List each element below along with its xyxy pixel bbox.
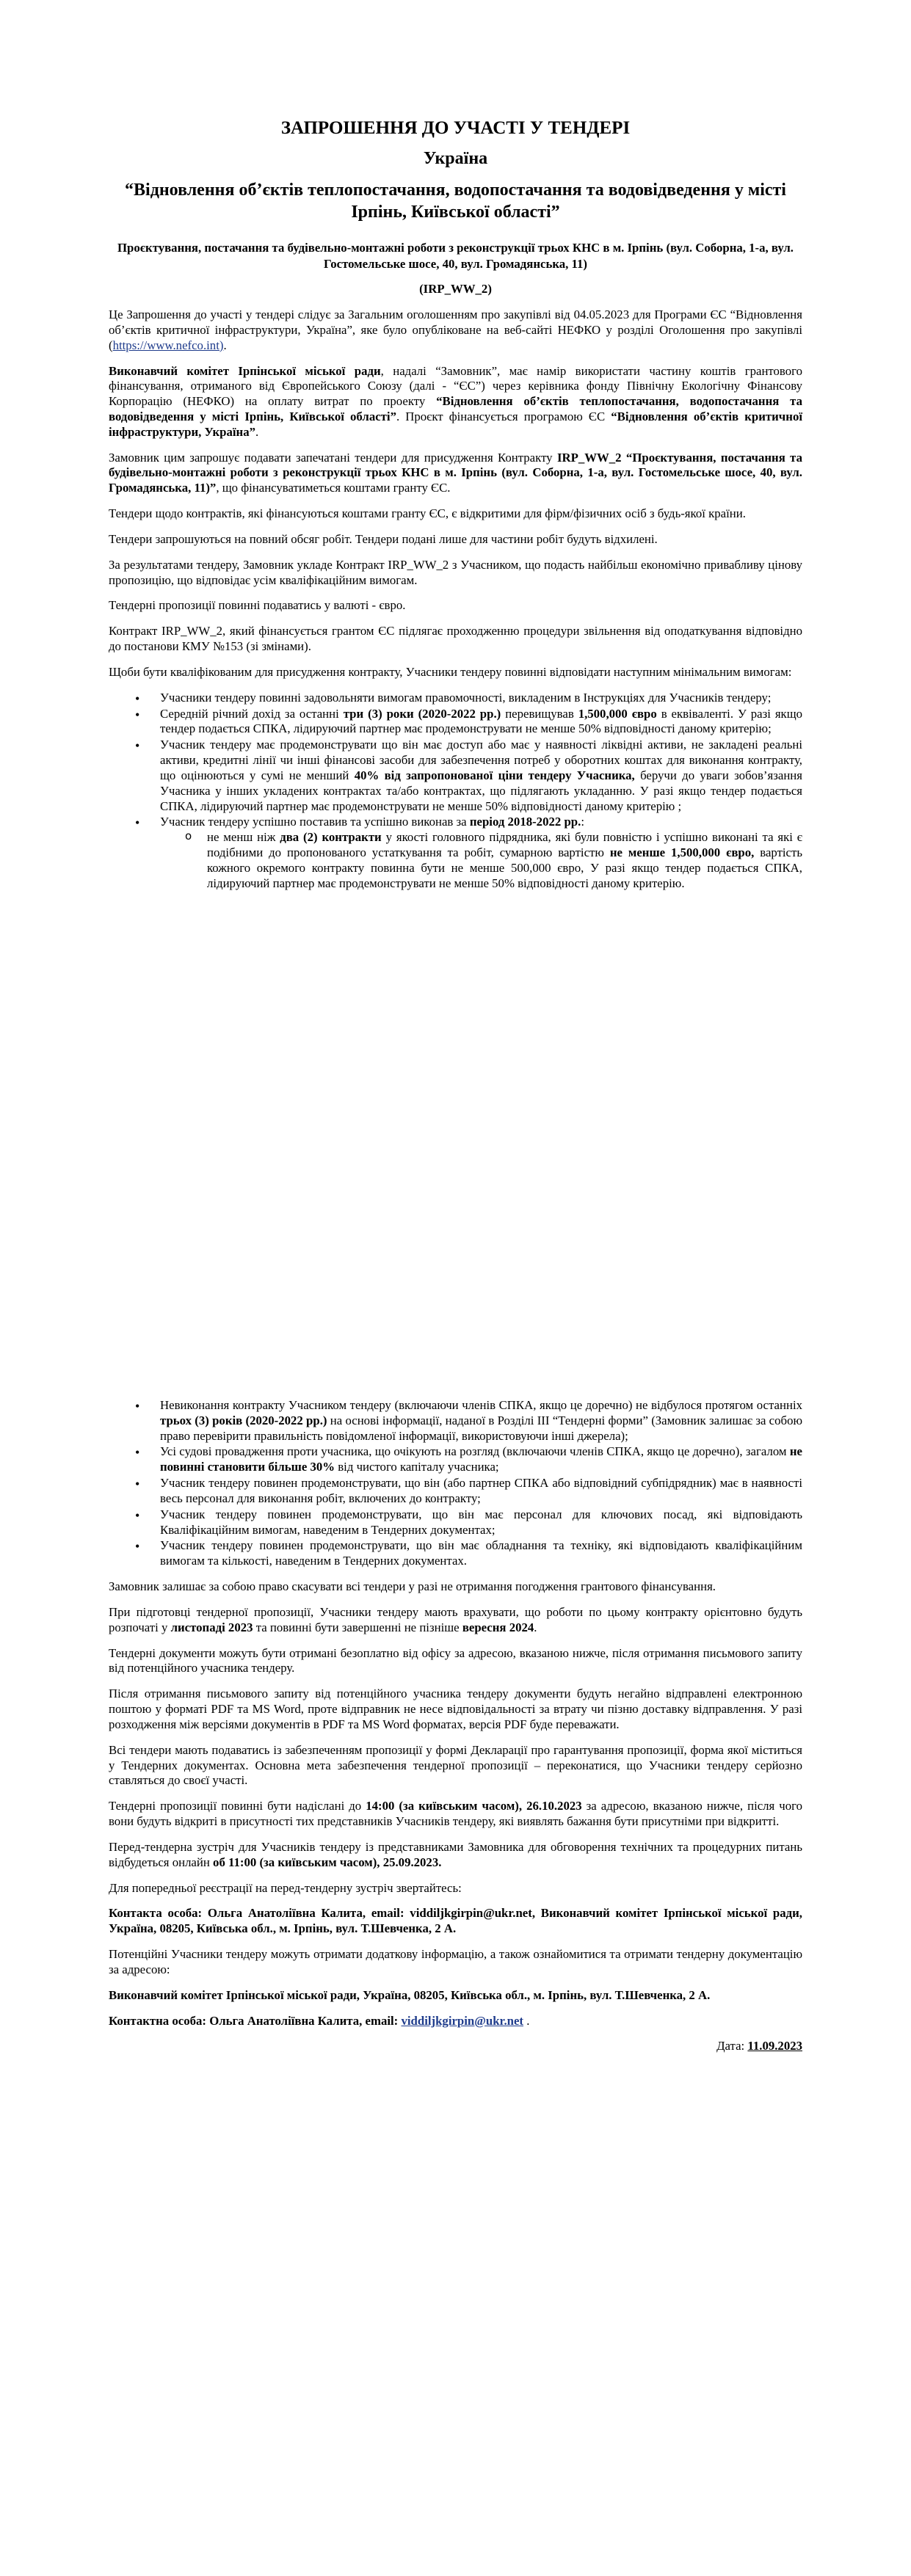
requirements-list-continued — [109, 1398, 802, 1569]
list-item: • Учасник тендеру повинен продемонструвати, що він має обладнання та техніку, які відповідають кваліфікаційним вимогам та кількості, наведеним в Тендерних документах. — [160, 1538, 802, 1569]
paragraph-deadline: Тендерні пропозиції повинні бути надіслані до 14:00 (за київським часом), 26.10.2023 за адресою, вказаною нижче, після чого вони будуть відкриті в присутності тих представників Учасників тендеру, які виявлять бажання бути присутніми при відкритті. — [109, 1799, 802, 1829]
email-link[interactable]: viddiljkgirpin@ukr.net — [401, 2013, 524, 2028]
paragraph-tax: Контракт IRP_WW_2, який фінансується грантом ЄС підлягає проходженню процедури звільнення від оподаткування відповідно до постанови КМУ №153 (зі змінами). — [109, 624, 802, 654]
paragraph-full-scope: Тендери запрошуються на повний обсяг робіт. Тендери подані лише для частини робіт будуть відхилені. — [109, 531, 658, 546]
document-title: ЗАПРОШЕННЯ ДО УЧАСТІ У ТЕНДЕРІ — [280, 118, 631, 138]
paragraph-documents-delivery: Після отримання письмового запиту від потенційного учасника тендеру документи будуть негайно відправлені електронною поштою у форматі PDF та MS Word, проте відправник не несе відповідальності за втрату чи пізню доставку відправлення. У разі розходження між версіями документів в PDF та MS Word форматах, версія PDF буде переважати. — [109, 1687, 802, 1731]
paragraph-schedule: При підготовці тендерної пропозиції, Учасники тендеру мають врахувати, що роботи по цьому контракту орієнтовно будуть розпочаті у листопаді 2023 та повинні бути завершенні не пізніше вересня 2024. — [109, 1604, 802, 1634]
requirements-list — [109, 691, 802, 892]
paragraph-documents: Тендерні документи можуть бути отримані безоплатно від офісу за адресою, вказаною нижче, після отримання письмового запиту від потенційного учасника тендеру. — [109, 1645, 802, 1676]
list-item: • Учасник тендеру повинен продемонструвати, що він (або партнер СПКА або відповідний субпідрядник) має в наявності весь персонал для виконання робіт, включених до контракту; — [160, 1476, 802, 1507]
list-item: • Учасник тендеру успішно поставив та успішно виконав за період 2018-2022 рр.: o не менш ніж два (2) контракти у якості головного підрядника, які були повністю і успішно виконані та які є подібними до пропонованого устаткування та робіт, сумарною вартістю не менше 1,500,000 євро, вартість кожного окремого контракту повинна бути не менше 500,000 євро, У разі якщо тендер подається СПКА, лідируючий партнер має продемонструвати не менше 50% відповідності даному критерію. — [160, 815, 802, 891]
paragraph-intro: Це Запрошення до участі у тендері слідує за Загальним оголошенням про закупівлі від 04.05.2023 для Програми ЄС “Відновлення об’єктів критичної інфраструктури, Україна”, яке було опубліковане на веб-сайті НЕФКО у розділі Оголошення про закупівлі (https://www.nefco.int). — [109, 308, 802, 352]
list-item: • Усі судові провадження проти учасника, що очікують на розгляд (включаючи членів СПКА, якщо це доречно), загалом не повинні становити більше 30% від чистого капіталу учасника; — [160, 1444, 802, 1475]
contract-scope: Проєктування, постачання та будівельно-монтажні роботи з реконструкції трьох КНС в м. Ірпінь (вул. Соборна, 1-а, вул. Гостомельське шосе, 40, вул. Громадянська, 11) — [117, 241, 794, 271]
paragraph-bid-security: Всі тендери мають подаватись із забезпеченням пропозиції у формі Декларації про гарантування пропозиції, форма якої міститься у Тендерних документах. Основна мета забезпечення тендерної пропозиції – переконатися, що Учасники тендеру серйозно ставляться до своєї участі. — [109, 1742, 802, 1788]
contract-reference: (IRP_WW_2) — [419, 282, 492, 296]
paragraph-registration: Для попередньої реєстрації на перед-тендерну зустріч звертайтесь: — [109, 1880, 462, 1895]
list-item: • Учасник тендеру повинен продемонструвати, що він має персонал для ключових посад, які відповідають Кваліфікаційним вимогам, наведеним в Тендерних документах; — [160, 1507, 802, 1538]
document-body-page-bottom — [109, 1398, 802, 2054]
paragraph-employer: Виконавчий комітет Ірпінської міської ради, надалі “Замовник”, має намір використати частину коштів грантового фінансування, отриманого від Європейського Союзу (далі - “ЄС”) через керівника фонду Північну Екологічну Фінансову Корпорацію (НЕФКО) на оплату витрат по проекту “Відновлення об’єктів теплопостачання, водопостачання та водовідведення у місті Ірпінь, Київської області”. Проєкт фінансується програмою ЄС “Відновлення об’єктів критичної інфраструктури, Україна”. — [109, 363, 802, 439]
paragraph-cancellation: Замовник залишає за собою право скасувати всі тендери у разі не отримання погодження грантового фінансування. — [109, 1579, 716, 1594]
paragraph-additional-info: Потенційні Учасники тендеру можуть отримати додаткову інформацію, а також ознайомитися та отримати тендерну документацію за адресою: — [109, 1947, 802, 1976]
paragraph-contact-block: Контакта особа: Ольга Анатоліївна Калита, email: viddiljkgirpin@ukr.net, Виконавчий комітет Ірпінської міської ради, Україна, 08205, Київська обл., м. Ірпінь, вул. Т.Шевченка, 2 А. — [109, 1906, 802, 1936]
project-title: “Відновлення об’єктів теплопостачання, водопостачання та водовідведення у місті Ірпінь, Київської області” — [125, 180, 786, 222]
paragraph-contact-email: Контактна особа: Ольга Анатоліївна Калита, email: viddiljkgirpin@ukr.net . — [109, 2013, 530, 2028]
paragraph-invitation: Замовник цим запрошує подавати запечатані тендери для присудження Контракту IRP_WW_2 “Проєктування, постачання та будівельно-монтажні роботи з реконструкції трьох КНС в м. Ірпінь (вул. Соборна, 1-а, вул. Гостомельське шосе, 40, вул. Громадянська, 11)”, що фінансуватиметься коштами гранту ЄС. — [109, 450, 802, 495]
paragraph-address: Виконавчий комітет Ірпінської міської ради, Україна, 08205, Київська обл., м. Ірпінь, вул. Т.Шевченка, 2 А. — [109, 1987, 711, 2002]
paragraph-requirements-intro: Щоби бути кваліфікованим для присудження контракту, Учасники тендеру повинні відповідати наступним мінімальним вимогам: — [109, 664, 792, 679]
document-country: Україна — [423, 149, 488, 168]
paragraph-award: За результатами тендеру, Замовник укладе Контракт IRP_WW_2 з Учасником, що подасть найбільш економічно привабливу цінову пропозицію, що відповідає усім кваліфікаційним вимогам. — [109, 557, 802, 587]
sub-list-item: o не менш ніж два (2) контракти у якості головного підрядника, які були повністю і успішно виконані та які є подібними до пропонованого устаткування та робіт, сумарною вартістю не менше 1,500,000 євро, вартість кожного окремого контракту повинна бути не менше 500,000 євро, У разі якщо тендер подається СПКА, лідируючий партнер має продемонструвати не менше 50% відповідності даному критерію. — [207, 830, 802, 891]
sub-list — [160, 830, 802, 891]
paragraph-pre-bid-meeting: Перед-тендерна зустріч для Учасників тендеру із представниками Замовника для обговорення технічних та процедурних питань відбудеться онлайн об 11:00 (за київським часом), 25.09.2023. — [109, 1839, 802, 1869]
document-date: Дата: 11.09.2023 — [716, 2039, 802, 2053]
list-item: • Учасники тендеру повинні задовольняти вимогам правомочності, викладеним в Інструкціях для Учасників тендеру; — [160, 691, 802, 706]
document-body-page-top — [109, 117, 802, 902]
paragraph-currency: Тендерні пропозиції повинні подаватись у валюті - євро. — [109, 598, 406, 613]
paragraph-eligibility: Тендери щодо контрактів, які фінансуються коштами гранту ЄС, є відкритими для фірм/фізичних осіб з будь-якої країни. — [109, 506, 746, 521]
list-item: • Середній річний дохід за останні три (3) роки (2020-2022 рр.) перевищував 1,500,000 євро в еквіваленті. У разі якщо тендер подається СПКА, лідируючий партнер має продемонструвати не менше 50% відповідності даному критерію; — [160, 707, 802, 738]
list-item: • Учасник тендеру має продемонструвати що він має доступ або має у наявності ліквідні активи, не закладені реальні активи, кредитні лінії чи інші фінансові засоби для забезпечення потреб у оборотних коштах для виконання контракту, що оцінюються у сумі не менший 40% від запропонованої ціни тендеру Учасника, беручи до уваги зобов’язання Учасника у інших укладених контрактах та/або контрактах, що підлягають укладанню. У разі якщо тендер подається СПКА, лідируючий партнер має продемонструвати не менше 50% відповідності даному критерію ; — [160, 738, 802, 814]
nefco-link[interactable]: https://www.nefco.int) — [112, 338, 224, 352]
list-item: • Невиконання контракту Учасником тендеру (включаючи членів СПКА, якщо це доречно) не відбулося протягом останніх трьох (3) років (2020-2022 рр.) на основі інформації, наданої в Розділі III “Тендерні форми” (Замовник залишає за собою право перевірити правильність повідомленої інформації, використовуючи інші джерела); — [160, 1398, 802, 1444]
